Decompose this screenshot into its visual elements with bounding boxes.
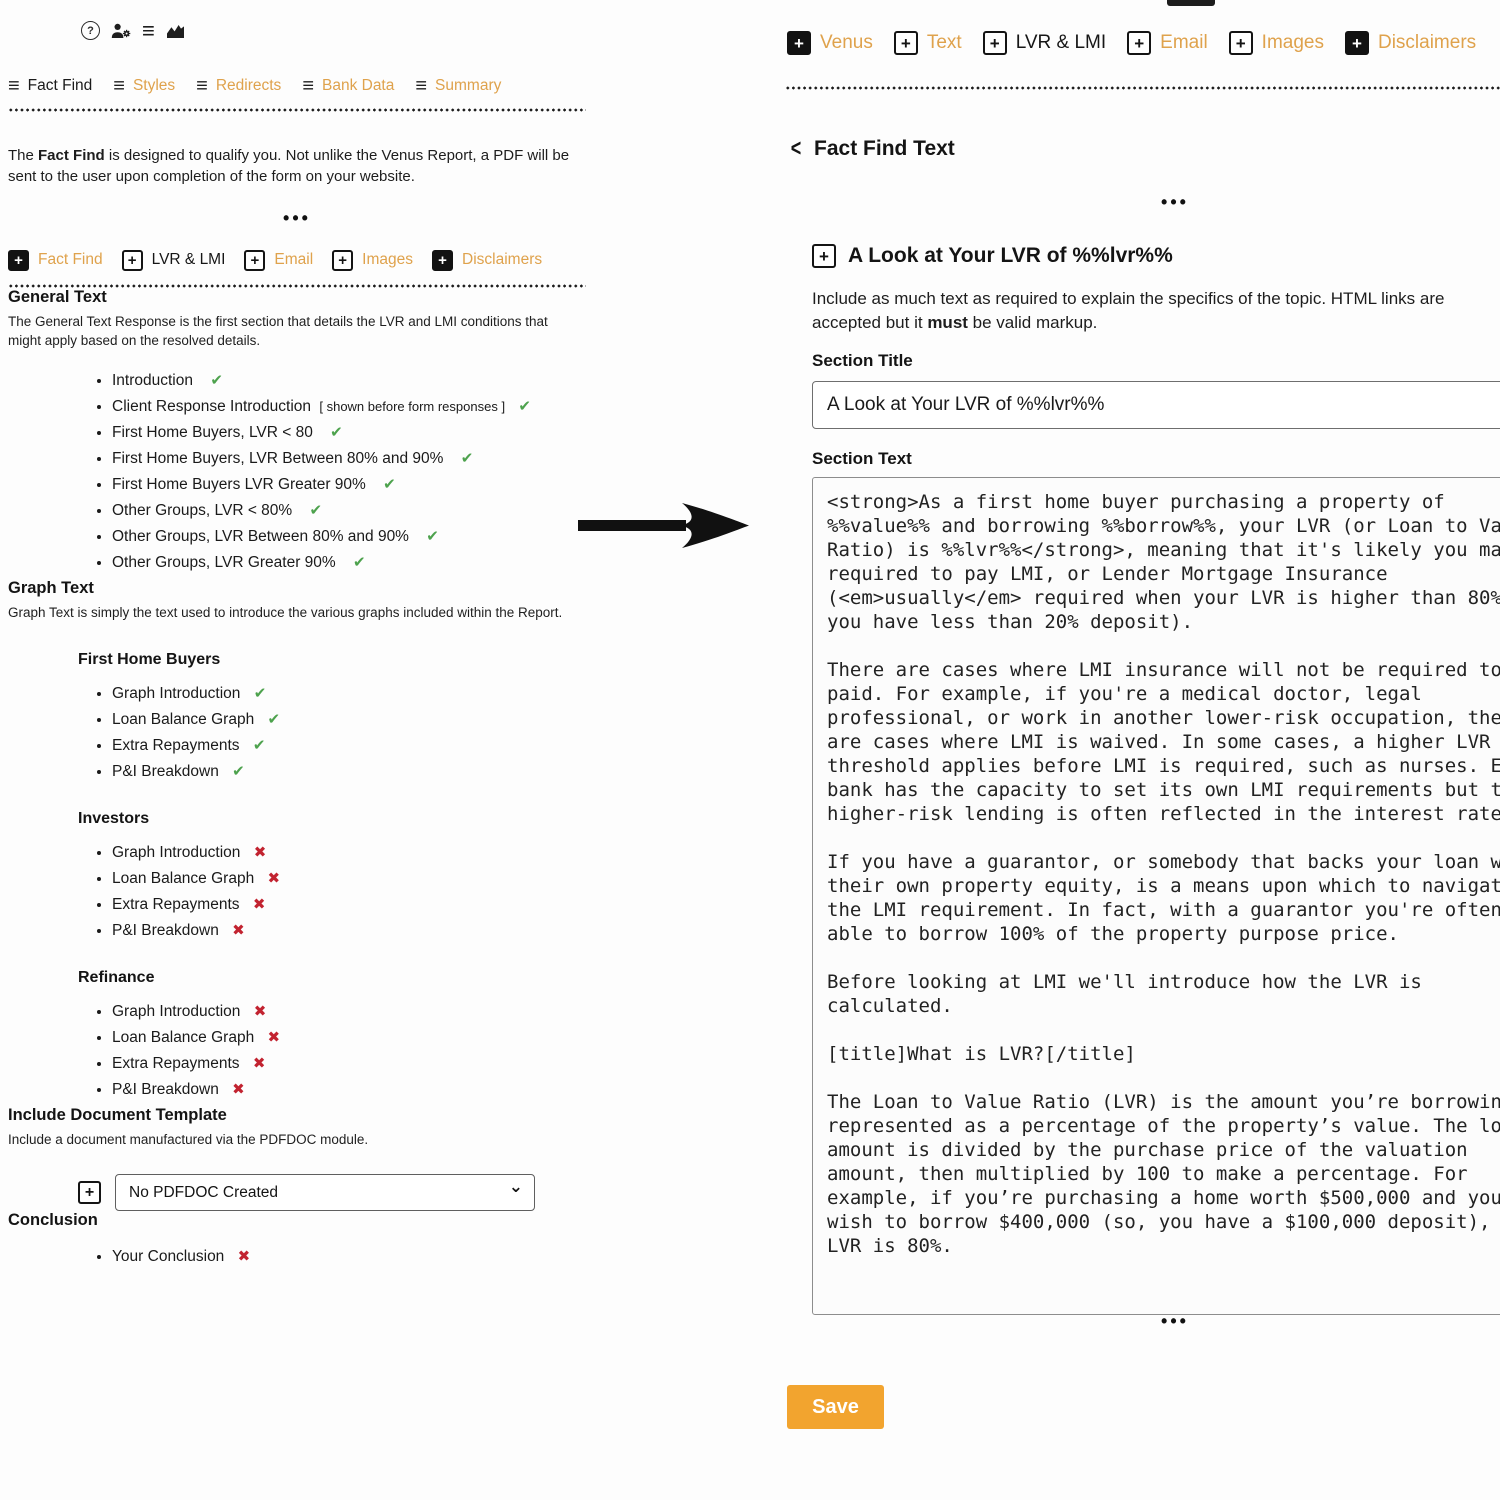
- status-icon: [426, 528, 439, 545]
- plus-icon: [894, 31, 918, 55]
- status-icon: [253, 896, 266, 913]
- section-nav-item[interactable]: ≡ Redirects: [196, 75, 282, 97]
- checklist-item[interactable]: • Introduction ✔: [112, 371, 586, 390]
- top-nav: [8, 0, 586, 43]
- section-help-text: Include as much text as required to explain the specifics of the topic. HTML links are accepted but it must be valid markup.: [812, 289, 1445, 332]
- plus-icon: [244, 250, 265, 271]
- group-heading-investors: Investors: [78, 810, 150, 828]
- status-icon: [254, 685, 267, 702]
- status-icon: [268, 1029, 281, 1046]
- status-icon: [253, 737, 266, 754]
- checklist-item[interactable]: • Loan Balance Graph ✖: [112, 869, 586, 888]
- status-icon: [254, 1003, 267, 1020]
- status-icon: [268, 870, 281, 887]
- dotted-divider: [785, 86, 1500, 90]
- general-text-list: [8, 371, 586, 572]
- pdfdoc-select[interactable]: [115, 1174, 535, 1211]
- section-heading-text: A Look at Your LVR of %%lvr%%: [848, 244, 1173, 267]
- plus-icon: [8, 250, 29, 271]
- section-nav-item[interactable]: ≡ Fact Find: [8, 75, 93, 97]
- pdfdoc-select-wrap: [115, 1174, 535, 1211]
- report-tab[interactable]: + Images: [332, 250, 413, 271]
- checklist-item[interactable]: • Other Groups, LVR Between 80% and 90% ✔: [112, 527, 586, 546]
- user-settings-icon[interactable]: [111, 23, 131, 39]
- graph-text-description: Graph Text is simply the text used to introduce the various graphs included within the Report.: [8, 604, 563, 620]
- general-text-heading: General Text: [8, 287, 107, 306]
- plus-icon: [1127, 31, 1151, 55]
- help-icon[interactable]: ?: [81, 21, 100, 40]
- intro-text: The Fact Find is designed to qualify you. Not unlike the Venus Report, a PDF will be sent to the user upon completion of the form on your website.: [8, 147, 570, 186]
- expand-plus-icon[interactable]: [812, 244, 836, 268]
- section-text-textarea[interactable]: [812, 477, 1500, 1315]
- checklist-item[interactable]: • Other Groups, LVR < 80% ✔: [112, 501, 586, 520]
- pdfdoc-select-row: [78, 1174, 586, 1211]
- report-tab[interactable]: + Images: [1229, 31, 1324, 55]
- status-icon: [210, 372, 223, 389]
- status-icon: [383, 476, 396, 493]
- ellipsis-divider: •••: [1161, 1311, 1189, 1331]
- group-heading-first-home-buyers: First Home Buyers: [78, 651, 221, 669]
- plus-icon: [787, 31, 811, 55]
- status-icon: [353, 554, 366, 571]
- first-home-buyers-list: [8, 684, 586, 781]
- report-tab[interactable]: + Text: [894, 31, 962, 55]
- menu-icon: ≡: [8, 75, 20, 97]
- menu-icon: ≡: [113, 75, 125, 97]
- status-icon: [238, 1248, 251, 1265]
- report-tab[interactable]: + Venus: [787, 31, 873, 55]
- plus-icon: [1345, 31, 1369, 55]
- top-nav-icons: [81, 17, 185, 43]
- ellipsis-divider: •••: [283, 207, 311, 228]
- checklist-item[interactable]: • P&I Breakdown ✖: [112, 921, 586, 940]
- report-tab[interactable]: + LVR & LMI: [122, 250, 226, 271]
- section-text-label: Section Text: [812, 449, 912, 468]
- ellipsis-divider: •••: [1161, 192, 1189, 212]
- report-tabs: [8, 250, 586, 271]
- checklist-item[interactable]: • Graph Introduction ✔: [112, 684, 586, 703]
- conclusion-list: [8, 1247, 586, 1266]
- add-icon[interactable]: [78, 1181, 101, 1204]
- back-chevron-icon[interactable]: <: [790, 135, 802, 162]
- menu-icon: ≡: [196, 75, 208, 97]
- report-tab[interactable]: + Disclaimers: [432, 250, 542, 271]
- investors-list: [8, 843, 586, 940]
- report-tab[interactable]: + Fact Find: [8, 250, 103, 271]
- checklist-item[interactable]: • P&I Breakdown ✖: [112, 1080, 586, 1099]
- plus-icon: [432, 250, 453, 271]
- report-tab[interactable]: + Disclaimers: [1345, 31, 1476, 55]
- plus-icon: [122, 250, 143, 271]
- section-nav-item[interactable]: ≡ Styles: [113, 75, 176, 97]
- checklist-item[interactable]: • P&I Breakdown ✔: [112, 762, 586, 781]
- section-nav-item[interactable]: ≡ Summary: [415, 75, 502, 97]
- cut-off-element: [1167, 0, 1215, 6]
- conclusion-heading: Conclusion: [8, 1211, 98, 1230]
- checklist-item[interactable]: • Loan Balance Graph ✔: [112, 710, 586, 729]
- status-icon: [330, 424, 343, 441]
- page-title-text: Fact Find Text: [814, 137, 955, 160]
- menu-icon[interactable]: ≡: [142, 17, 155, 43]
- checklist-item[interactable]: • Other Groups, LVR Greater 90% ✔: [112, 553, 586, 572]
- save-button[interactable]: Save: [787, 1385, 884, 1429]
- report-tab[interactable]: + LVR & LMI: [983, 31, 1106, 55]
- checklist-item[interactable]: • Graph Introduction ✖: [112, 1002, 586, 1021]
- status-icon: [461, 450, 474, 467]
- section-nav-item[interactable]: ≡ Bank Data: [302, 75, 395, 97]
- status-icon: [310, 502, 323, 519]
- section-title-input[interactable]: [812, 381, 1500, 429]
- status-icon: [268, 711, 281, 728]
- checklist-item[interactable]: • Extra Repayments ✔: [112, 736, 586, 755]
- dotted-divider: [8, 108, 586, 112]
- report-tab[interactable]: + Email: [244, 250, 313, 271]
- report-tabs: [787, 31, 1476, 55]
- include-document-description: Include a document manufactured via the PDFDOC module.: [8, 1132, 369, 1148]
- checklist-item[interactable]: • Your Conclusion ✖: [112, 1247, 586, 1266]
- refinance-list: [8, 1002, 586, 1099]
- arrow-right-graphic: [578, 496, 758, 560]
- include-document-heading: Include Document Template: [8, 1106, 227, 1125]
- status-icon: [254, 844, 267, 861]
- plus-icon: [1229, 31, 1253, 55]
- plus-icon: [332, 250, 353, 271]
- status-icon: [253, 1055, 266, 1072]
- status-icon: [232, 763, 245, 780]
- top-nav-items: [8, 30, 68, 32]
- checklist-item[interactable]: • Extra Repayments ✖: [112, 895, 586, 914]
- checklist-item[interactable]: • Graph Introduction ✖: [112, 843, 586, 862]
- checklist-item[interactable]: • First Home Buyers, LVR < 80 ✔: [112, 423, 586, 442]
- general-text-description: The General Text Response is the first section that details the LVR and LMI conditions that might apply based on the resolved details.: [8, 313, 548, 348]
- group-heading-refinance: Refinance: [78, 969, 155, 987]
- status-icon: [232, 1081, 245, 1098]
- section-nav: [8, 77, 586, 95]
- status-icon: [518, 398, 531, 415]
- checklist-item[interactable]: • Extra Repayments ✖: [112, 1054, 586, 1073]
- menu-icon: ≡: [302, 75, 314, 97]
- status-icon: [232, 922, 245, 939]
- report-tab[interactable]: + Email: [1127, 31, 1208, 55]
- checklist-item[interactable]: • First Home Buyers LVR Greater 90% ✔: [112, 475, 586, 494]
- menu-icon: ≡: [415, 75, 428, 97]
- checklist-item[interactable]: • Loan Balance Graph ✖: [112, 1028, 586, 1047]
- page-title: [789, 135, 955, 163]
- checklist-item[interactable]: • Client Response Introduction [ shown before form responses ] ✔: [112, 397, 586, 416]
- chart-icon[interactable]: [166, 23, 185, 39]
- plus-icon: [983, 31, 1007, 55]
- left-panel: [8, 0, 586, 1273]
- checklist-item[interactable]: • First Home Buyers, LVR Between 80% and 90% ✔: [112, 449, 586, 468]
- graph-text-heading: Graph Text: [8, 578, 94, 597]
- section-title-label: Section Title: [812, 351, 913, 370]
- section-heading: [812, 244, 1173, 268]
